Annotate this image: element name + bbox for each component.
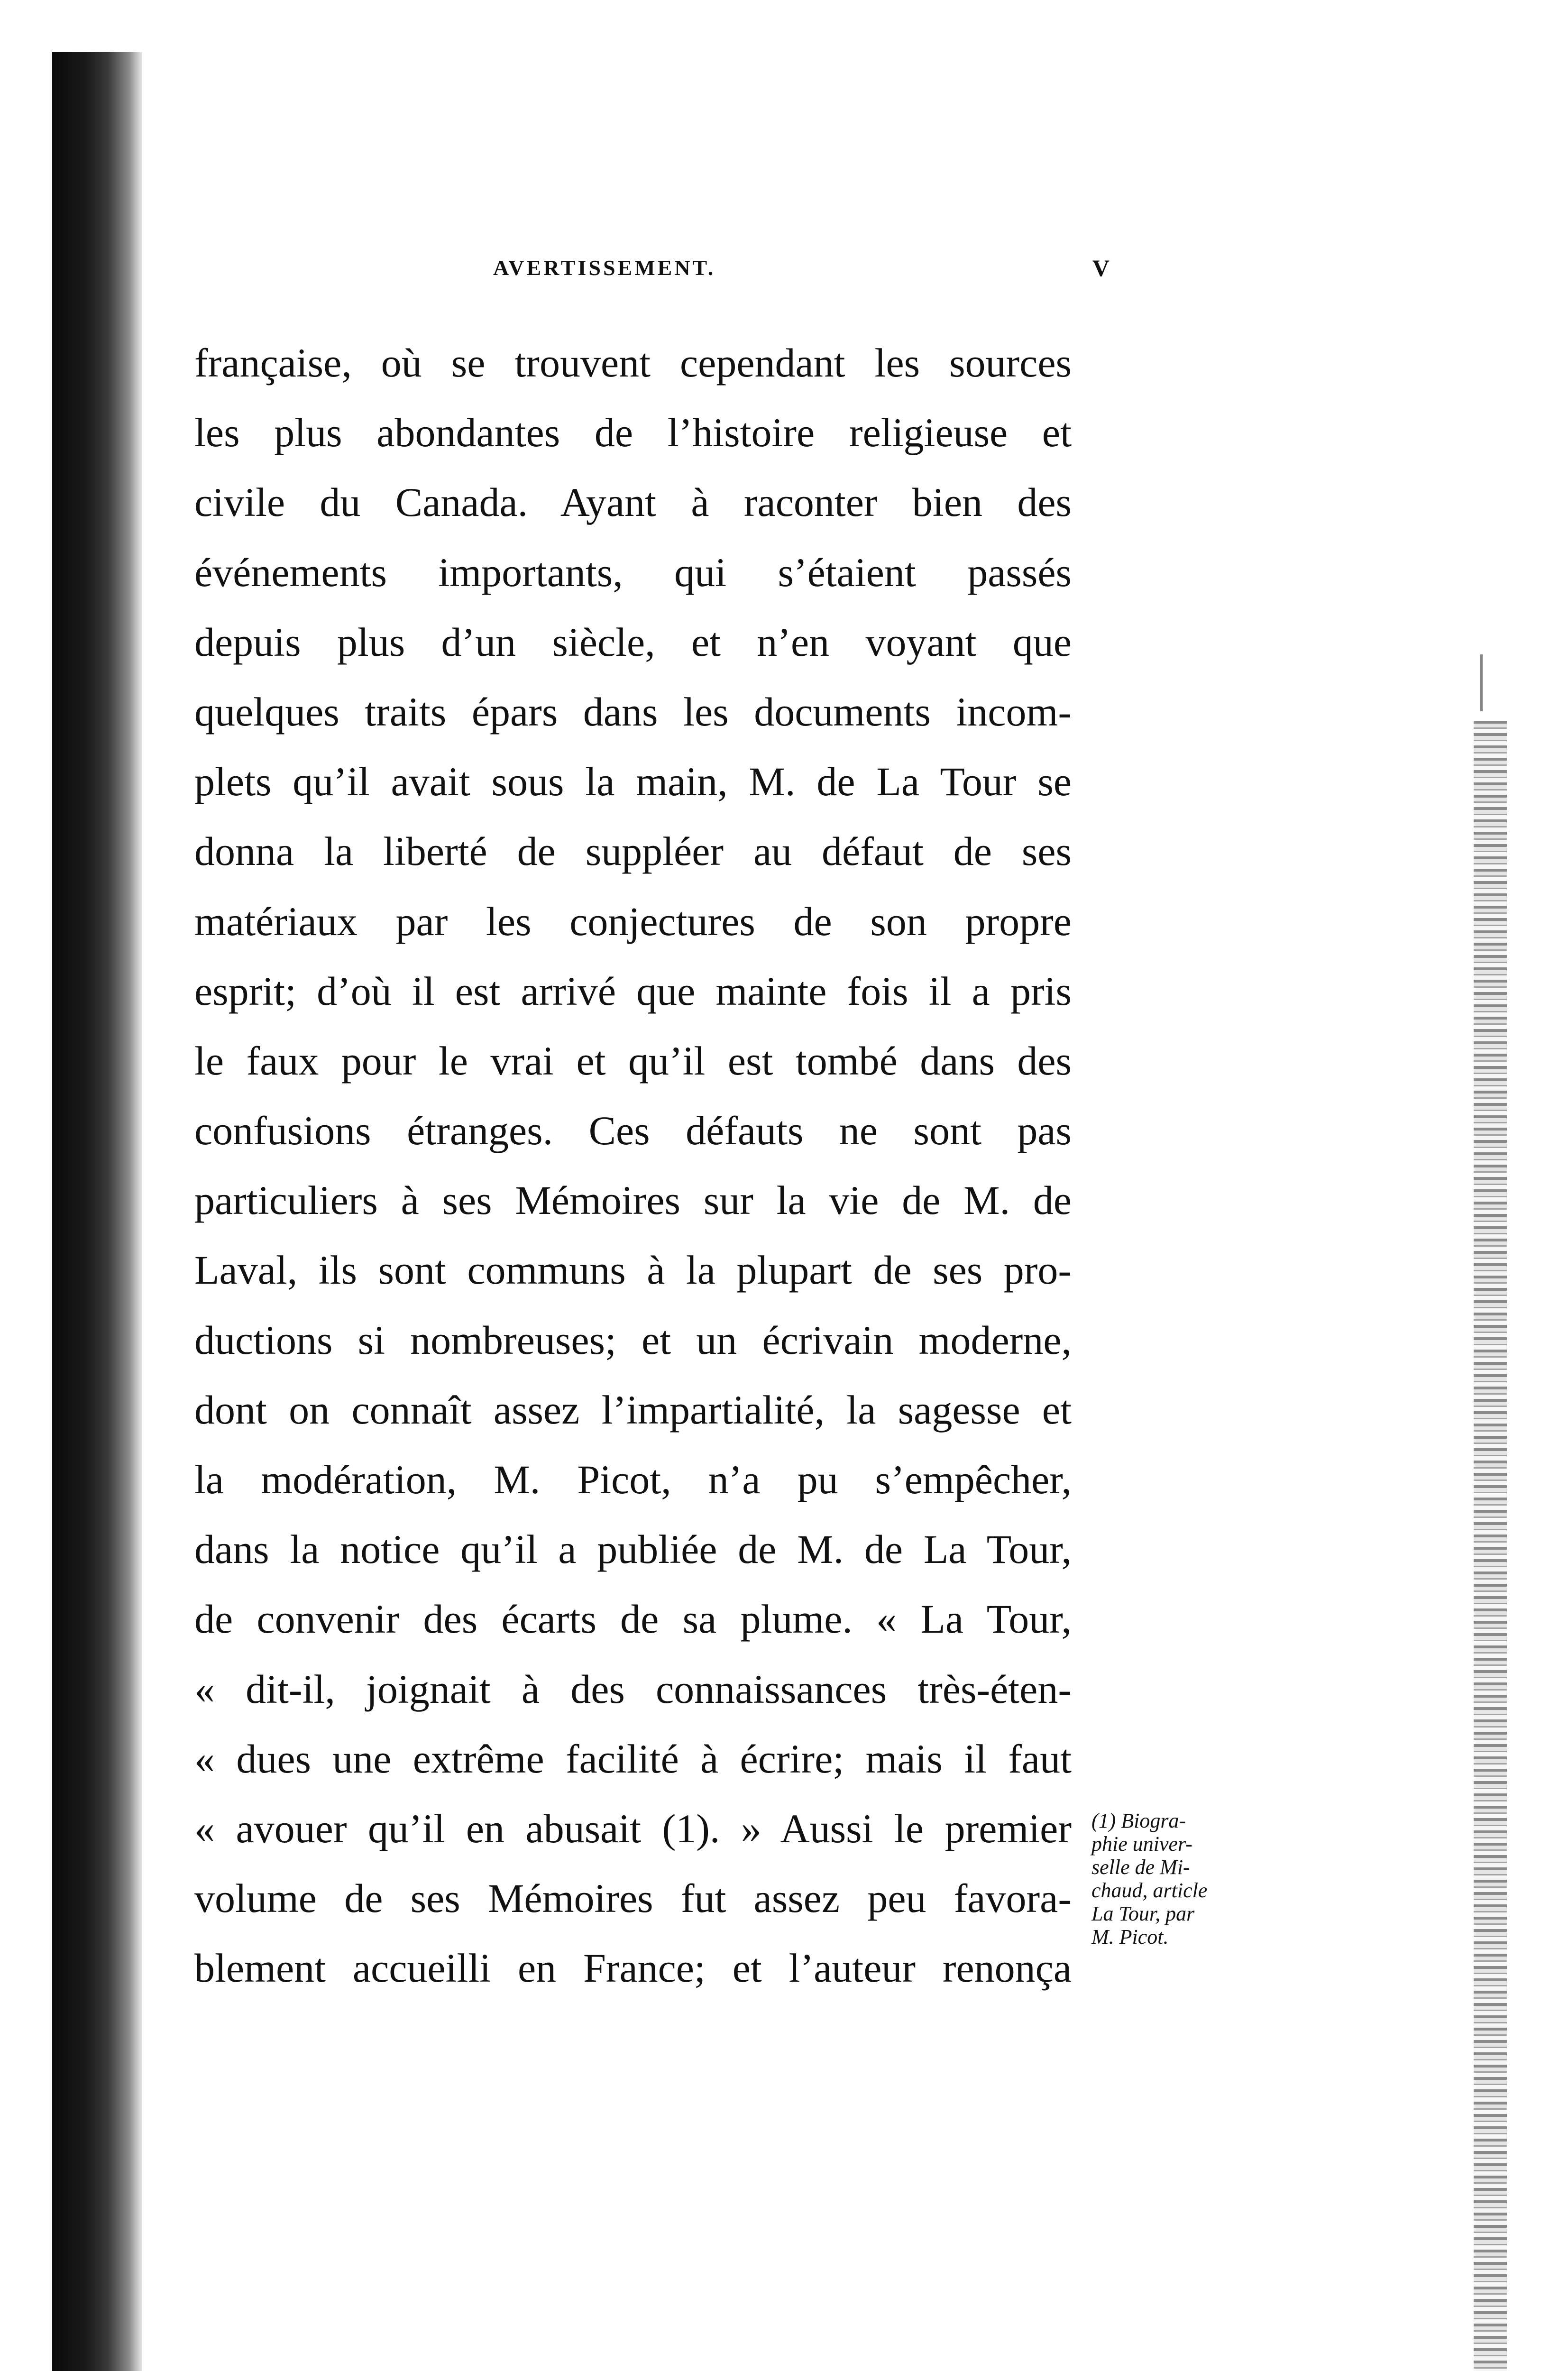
text-line: événements importants, qui s’étaient passés [194, 549, 1072, 595]
running-title: AVERTISSEMENT. [493, 256, 716, 280]
text-line: donna la liberté de suppléer au défaut de ses [194, 828, 1072, 874]
footnote-line: (1) Biogra- [1091, 1809, 1186, 1832]
text-line: volume de ses Mémoires fut assez peu favora- [194, 1875, 1072, 1921]
text-line: « avouer qu’il en abusait (1). » Aussi le premier [194, 1805, 1072, 1851]
page-edge-marks [1480, 654, 1491, 711]
page-header [493, 254, 1110, 292]
body-paragraph [194, 328, 1072, 2003]
text-line: « dit-il, joignait à des connaissances très-éten- [194, 1666, 1072, 1712]
text-line: ductions si nombreuses; et un écrivain moderne, [194, 1317, 1072, 1363]
text-line: de convenir des écarts de sa plume. « La Tour, [194, 1596, 1072, 1642]
text-line: particuliers à ses Mémoires sur la vie de M. de [194, 1177, 1072, 1223]
page-number: V [1092, 255, 1110, 281]
text-line: matériaux par les conjectures de son propre [194, 898, 1072, 944]
page-right-edge [1474, 721, 1507, 2371]
text-line: blement accueilli en France; et l’auteur renonça [194, 1945, 1072, 1991]
text-line: dans la notice qu’il a publiée de M. de La Tour, [194, 1526, 1072, 1572]
footnote-line: selle de Mi- [1091, 1856, 1190, 1879]
text-line: française, où se trouvent cependant les sources [194, 340, 1072, 386]
text-line: Laval, ils sont communs à la plupart de ses pro- [194, 1247, 1072, 1293]
text-line: civile du Canada. Ayant à raconter bien des [194, 479, 1072, 525]
page-binding-edge [52, 52, 142, 2371]
text-line: confusions étranges. Ces défauts ne sont pas [194, 1108, 1072, 1154]
footnote-line: chaud, article [1091, 1879, 1208, 1902]
text-line: esprit; d’où il est arrivé que mainte fois il a pris [194, 968, 1072, 1014]
text-line: quelques traits épars dans les documents incom- [194, 689, 1072, 735]
text-line: depuis plus d’un siècle, et n’en voyant que [194, 619, 1072, 665]
text-line: dont on connaît assez l’impartialité, la sagesse et [194, 1387, 1072, 1433]
text-line: la modération, M. Picot, n’a pu s’empêcher, [194, 1457, 1072, 1502]
text-line: « dues une extrême facilité à écrire; mais il faut [194, 1736, 1072, 1782]
text-line: le faux pour le vrai et qu’il est tombé dans des [194, 1038, 1072, 1084]
text-line: les plus abondantes de l’histoire religieuse et [194, 410, 1072, 456]
footnote-line: La Tour, par [1091, 1902, 1195, 1925]
margin-footnote [1091, 1809, 1295, 1948]
footnote-line: M. Picot. [1091, 1925, 1169, 1948]
footnote-line: phie univer- [1091, 1832, 1192, 1856]
text-line: plets qu’il avait sous la main, M. de La Tour se [194, 759, 1072, 805]
